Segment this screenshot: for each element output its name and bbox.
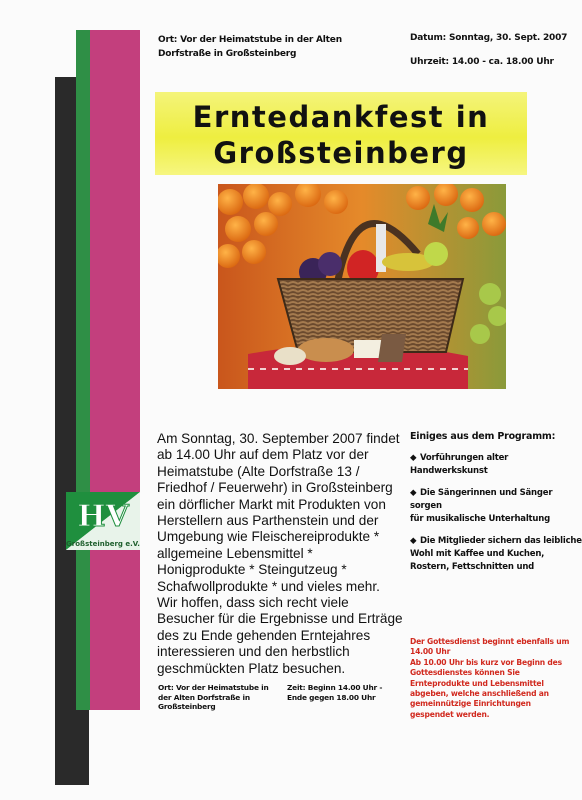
program-list [410,452,582,583]
service-note-line-2: Ab 10.00 Uhr bis kurz vor Beginn des Gottesdienstes können Sie Ernteprodukte und Lebensmittel abgeben, welche anschließend an gemeinnützige Einrichtungen gespendet werden. [410,657,562,719]
program-item: ◆ Die Mitglieder sichern das leibliche Wohl mit Kaffee und Kuchen, Rostern, Fettschnitten und [410,536,582,572]
footer-time: Zeit: Beginn 14.00 Uhr - Ende gegen 18.00 Uhr [287,683,383,702]
logo-letters: HV [77,499,129,534]
service-note-line-1: Der Gottesdienst beginnt ebenfalls um 14.00 Uhr [410,637,570,657]
page-title [155,99,527,171]
main-paragraph-1: Am Sonntag, 30. September 2007 findet ab 14.00 Uhr auf dem Platz vor der Heimatstube (Alte Dorfstraße 13 / Friedhof / Feuerwehr) in Großsteinberg ein dörflicher Markt mit Produkten von Herstellern aus Parthenstein und der Umgebung wie Fleischereiprodukte * allgemeine Lebensmittel * Honigprodukte * Steingutzeug * Schafwollprodukte * und vieles mehr. [157,431,400,594]
header-date: Datum: Sonntag, 30. Sept. 2007 [410,33,568,43]
program-item: ◆ Vorführungen alter Handwerkskunst [410,453,509,476]
diamond-bullet-icon: ◆ [410,453,417,463]
hv-logo [66,492,140,550]
title-line-2: Großsteinberg [213,136,469,170]
diamond-bullet-icon: ◆ [410,536,417,546]
diamond-bullet-icon: ◆ [410,488,417,498]
title-line-1: Erntedankfest in [192,100,490,134]
pink-stripe [90,30,140,710]
program-heading: Einiges aus dem Programm: [410,431,556,442]
header-time: Uhrzeit: 14.00 - ca. 18.00 Uhr [410,57,554,67]
harvest-basket-photo [218,184,506,389]
header-place: Ort: Vor der Heimatstube in der Alten Dorfstraße in Großsteinberg [158,35,342,59]
service-note [410,637,575,720]
program-item: ◆ Die Sängerinnen und Sänger sorgen für musikalische Unterhaltung [410,488,553,524]
footer-place: Ort: Vor der Heimatstube in der Alten Dorfstraße in Großsteinberg [158,683,269,712]
main-text [157,431,403,677]
main-paragraph-2: Wir hoffen, dass sich recht viele Besucher für die Ergebnisse und Erträge des zu Ende gehenden Erntejahres interessieren und den herbstlich geschmückten Platz besuchen. [157,595,403,676]
logo-caption: Großsteinberg e.V. [66,540,140,548]
